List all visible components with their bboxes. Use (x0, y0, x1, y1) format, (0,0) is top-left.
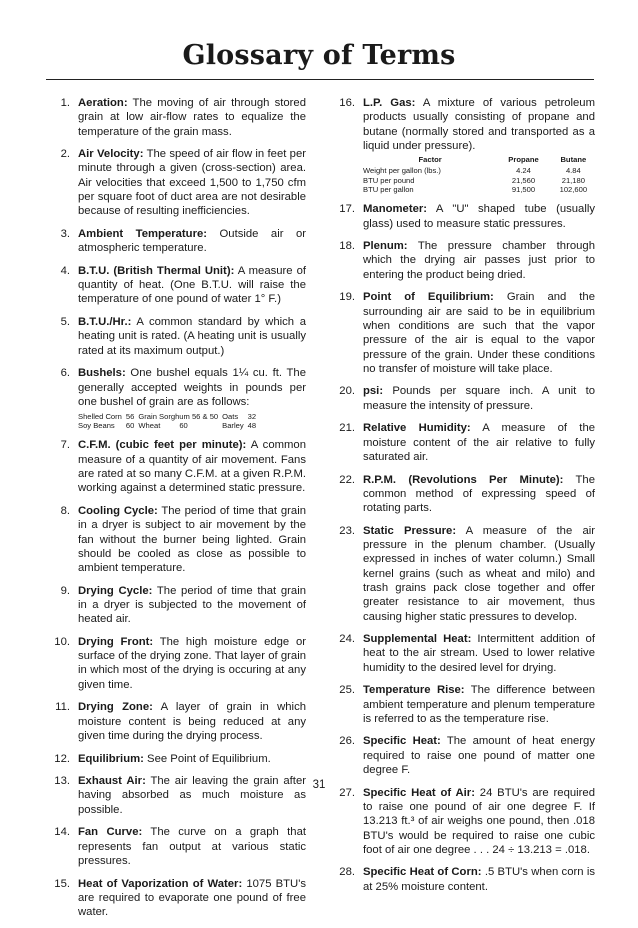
table-cell: 102,600 (559, 184, 588, 194)
entry-number: 16. (339, 97, 355, 109)
entry-number: 6. (60, 367, 70, 380)
entry-number: 2. (60, 148, 70, 161)
entry-definition: The curve on a graph that represents fan output at various static pressures. (78, 826, 306, 867)
glossary-entry (44, 635, 306, 692)
entry-term: B.T.U./Hr.: (78, 316, 132, 329)
glossary-entry (44, 825, 306, 868)
entry-term: L.P. Gas: (363, 97, 416, 109)
entry-definition: A measure of the air pressure in the plenum chamber. (Usually expressed in inches of water column.) Small kernel grains (such as wheat and milo) and trash grains pack close together and offer greater resistance to air movement, thus causing higher static pressures to develop. (363, 524, 595, 623)
table-header-cell: Propane (508, 155, 539, 165)
page-title: Glossary of Terms (182, 40, 456, 71)
entry-term: Temperature Rise: (363, 684, 465, 697)
entry-definition: Pounds per square inch. A unit to measure the intensity of pressure. (363, 385, 595, 412)
entry-definition: The moving of air through stored grain at low air-flow rates to equalize the temperature of the grain mass. (78, 97, 306, 138)
glossary-entry (44, 147, 306, 218)
lp-gas-table (363, 155, 597, 194)
entry-number: 22. (339, 473, 355, 486)
glossary-entry (329, 290, 595, 376)
entry-definition: A "U" shaped tube (usually glass) used to measure static pressures. (363, 203, 595, 230)
entry-definition: .5 BTU's when corn is at 25% moisture content. (363, 866, 596, 893)
entry-number: 4. (60, 264, 70, 277)
table-cell-text: 60 (179, 421, 188, 431)
entry-definition: The high moisture edge or surface of the drying zone. That layer of grain in which most of the drying is occuring at any given time. (78, 635, 306, 691)
glossary-entry (329, 202, 595, 231)
entry-definition: The difference between ambient temperature and plenum temperature is referred to as the temperature rise. (363, 684, 596, 725)
entry-number: 3. (60, 227, 70, 240)
table-cell: 60 (125, 421, 135, 431)
table-cell-text: Wheat (138, 421, 161, 431)
glossary-entry (329, 96, 595, 194)
table-row (78, 421, 260, 430)
glossary-left-column (44, 96, 306, 928)
entry-number: 10. (54, 635, 70, 648)
entry-term: Specific Heat of Corn: (363, 866, 482, 879)
table-cell: 4.84 (565, 166, 581, 176)
entry-number: 9. (60, 584, 70, 597)
glossary-entry (44, 752, 306, 766)
entry-number: 26. (339, 735, 355, 748)
entry-number: 8. (60, 504, 70, 517)
entry-number: 5. (60, 316, 70, 329)
entry-term: Drying Zone: (78, 701, 153, 714)
page-number: 31 (312, 779, 326, 791)
table-cell: Shelled Corn (78, 412, 122, 422)
entry-number: 1. (60, 97, 70, 109)
entry-number: 13. (54, 775, 70, 788)
entry-number: 21. (339, 422, 355, 435)
entry-definition: The speed of air flow in feet per minute through a given (cross-section) area. Air velocities that exceed 1,500 to 1,750 cfm per square foot of duct area are not desirable because of resulting inefficiencies. (78, 148, 306, 218)
entry-term: Fan Curve: (78, 826, 143, 839)
glossary-entry (329, 865, 595, 894)
glossary-entry (329, 421, 595, 464)
entry-number: 12. (54, 752, 70, 765)
table-cell: 56 (125, 412, 135, 422)
table-row (363, 176, 597, 185)
entry-definition: Outside air or atmospheric temperature. (78, 227, 306, 255)
entry-term: Drying Cycle: (78, 584, 153, 597)
glossary-entry (329, 239, 595, 282)
entry-number: 19. (339, 291, 355, 304)
glossary-entry (44, 227, 306, 256)
entry-term: Bushels: (78, 367, 126, 380)
entry-definition: The common method of expressing speed of rotating parts. (363, 473, 595, 515)
glossary-entry (329, 524, 595, 624)
entry-definition: The air leaving the grain after having absorbed as much moisture as possible. (78, 775, 306, 816)
entry-number: 14. (54, 826, 70, 839)
table-row (363, 185, 597, 194)
entry-definition: 24 BTU's are required to raise one pound of air one degree F. If 13.213 ft.³ of air weighs one pound, then .018 BTU's would be required to raise one cubic foot of air one degree . . . 24 ÷ 13.213 = .018. (363, 786, 595, 856)
table-cell (138, 421, 222, 430)
glossary-entry (44, 700, 306, 743)
entry-definition: A common standard by which a heating unit is rated. (A heating unit is usually rated at its maximum output.) (78, 316, 306, 357)
entry-term: Specific Heat: (363, 735, 441, 748)
table-header-row (363, 155, 597, 166)
entry-definition: A measure of quantity of heat. (One B.T.U. will raise the temperature of one pound of water 1° F.) (78, 264, 306, 306)
entry-definition: A measure of the moisture content of the air relative to fully saturated air. (363, 422, 596, 463)
title-rule (46, 79, 594, 80)
entry-term: Static Pressure: (363, 524, 457, 537)
bushel-weights-table (78, 412, 260, 430)
table-cell: Soy Beans (78, 421, 115, 431)
entry-term: Ambient Temperature: (78, 227, 208, 240)
glossary-entry (329, 683, 595, 726)
entry-number: 27. (339, 786, 355, 799)
entry-number: 15. (54, 877, 70, 890)
table-cell: BTU per pound (363, 175, 415, 185)
table-cell: Oats (222, 412, 239, 422)
entry-term: Relative Humidity: (363, 422, 471, 435)
entry-term: Equilibrium: (78, 752, 144, 765)
entry-number: 24. (339, 633, 355, 646)
entry-definition: The pressure chamber through which the drying air passes just prior to entering the product being dried. (363, 240, 595, 281)
entry-number: 23. (339, 524, 355, 537)
entry-term: Aeration: (78, 97, 128, 109)
glossary-entry (44, 877, 306, 920)
glossary-entry (44, 438, 306, 495)
entry-term: Manometer: (363, 203, 428, 216)
entry-term: C.F.M. (cubic feet per minute): (78, 439, 247, 452)
glossary-entry (44, 504, 306, 575)
table-row (78, 412, 260, 421)
table-header-cell: Butane (560, 155, 587, 165)
glossary-entry (329, 473, 595, 516)
table-header-cell: Factor (418, 155, 442, 165)
table-cell: Weight per gallon (lbs.) (363, 166, 441, 176)
table-cell: 4.24 (516, 166, 531, 176)
entry-term: Drying Front: (78, 635, 154, 648)
entry-number: 25. (339, 684, 355, 697)
entry-definition: See Point of Equilibrium. (143, 752, 271, 765)
glossary-entry (329, 786, 595, 857)
table-cell: 48 (247, 421, 257, 431)
glossary-entry (44, 96, 306, 139)
entry-definition: Intermittent addition of heat to the air stream. Used to lower relative humidity to the desired level for drying. (363, 633, 595, 674)
entry-definition: 1075 BTU's are required to evaporate one pound of free water. (78, 877, 307, 919)
glossary-entry (44, 315, 306, 358)
entry-definition: A mixture of various petroleum products usually consisting of propane and butane (normally stored and transported as a liquid under pressure). (363, 97, 596, 152)
table-cell: 21,560 (511, 175, 536, 185)
entry-definition: Grain and the surrounding air are said to be in equilibrium when conditions are such that the vapor pressure of the air is equal to the vapor pressure of the grain. Under these conditions no transfer of moisture will take place. (363, 291, 596, 375)
entry-definition: The period of time that grain in a dryer is subjected to the movement of heated air. (78, 584, 306, 626)
entry-term: Point of Equilibrium: (363, 291, 494, 304)
table-cell: 91,500 (511, 184, 536, 194)
glossary-entry (44, 264, 306, 307)
entry-term: Heat of Vaporization of Water: (78, 877, 243, 890)
table-cell: 21,180 (561, 175, 585, 185)
table-cell: 32 (247, 412, 257, 422)
entry-term: B.T.U. (British Thermal Unit): (78, 264, 235, 277)
entry-term: R.P.M. (Revolutions Per Minute): (363, 473, 564, 486)
glossary-entry (44, 366, 306, 430)
entry-term: Specific Heat of Air: (363, 786, 475, 799)
entry-number: 20. (339, 385, 355, 398)
table-cell: Grain Sorghum 56 & 50 (138, 412, 219, 422)
entry-number: 17. (339, 203, 355, 216)
entry-term: Air Velocity: (78, 148, 144, 161)
entry-number: 7. (60, 439, 70, 452)
entry-definition: One bushel equals 1¼ cu. ft. The generally accepted weights in pounds per one bushel of grain are as follows: (78, 367, 306, 408)
entry-number: 11. (55, 701, 70, 714)
entry-definition: A common measure of a quantity of air movement. Fans are rated at so many C.F.M. at a given R.P.M. working against a determined static pressure. (78, 439, 306, 495)
entry-term: Supplemental Heat: (363, 633, 472, 646)
entry-number: 18. (339, 240, 355, 253)
table-cell: BTU per gallon (363, 184, 414, 194)
entry-definition: A layer of grain in which moisture content is being reduced at any given time during the drying process. (78, 701, 306, 742)
table-row (363, 166, 597, 175)
table-cell: Barley (222, 421, 244, 431)
entry-definition: The amount of heat energy required to raise one pound of matter one degree F. (363, 735, 595, 777)
entry-term: Cooling Cycle: (78, 504, 158, 517)
glossary-entry (329, 734, 595, 777)
glossary-entry (44, 584, 306, 627)
entry-definition: The period of time that grain in a dryer is subject to air movement by the fan without the burner being lighted. Grain should be cooled as close as possible to ambient temperature. (78, 504, 306, 575)
entry-term: Plenum: (363, 240, 408, 253)
glossary-entry (329, 384, 595, 413)
entry-term: Exhaust Air: (78, 775, 146, 788)
entry-number: 28. (339, 866, 355, 879)
glossary-entry (329, 632, 595, 675)
entry-term: psi: (363, 385, 384, 398)
